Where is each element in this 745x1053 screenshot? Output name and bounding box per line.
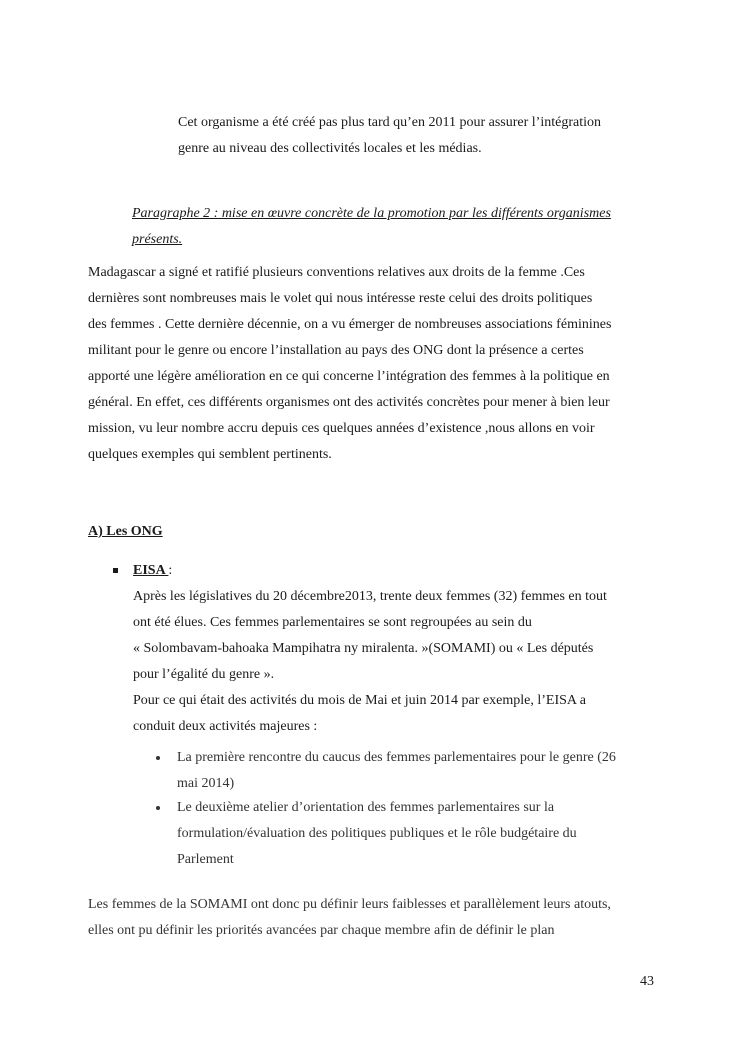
page-number: 43 bbox=[640, 974, 654, 989]
section-title: A) Les ONG bbox=[88, 524, 163, 539]
eisa-name: EISA bbox=[133, 563, 169, 578]
eisa-line: « Solombavam-bahoaka Mampihatra ny miralenta. »(SOMAMI) ou « Les députés bbox=[133, 641, 594, 656]
activity-line: Parlement bbox=[177, 852, 234, 867]
paragraph-title: présents. bbox=[132, 232, 183, 247]
body-line: quelques exemples qui semblent pertinents. bbox=[88, 447, 332, 462]
eisa-line: Après les législatives du 20 décembre2013, trente deux femmes (32) femmes en tout bbox=[133, 589, 607, 604]
body-line: dernières sont nombreuses mais le volet qui nous intéresse reste celui des droits politiques bbox=[88, 291, 593, 306]
activity-line: formulation/évaluation des politiques publiques et le rôle budgétaire du bbox=[177, 826, 577, 841]
paragraph-title: Paragraphe 2 : mise en œuvre concrète de la promotion par les différents organismes bbox=[132, 206, 611, 221]
eisa-colon: : bbox=[168, 563, 173, 578]
square-bullet-icon bbox=[113, 568, 118, 573]
closing-line: elles ont pu définir les priorités avancées par chaque membre afin de définir le plan bbox=[88, 923, 555, 938]
eisa-line: pour l’égalité du genre ». bbox=[133, 667, 275, 682]
body-line: militant pour le genre ou encore l’installation au pays des ONG dont la présence a certes bbox=[88, 343, 584, 358]
activity-line: mai 2014) bbox=[177, 776, 235, 791]
dot-bullet-icon bbox=[156, 756, 160, 760]
body-line: des femmes . Cette dernière décennie, on a vu émerger de nombreuses associations féminines bbox=[88, 317, 612, 332]
eisa-line: ont été élues. Ces femmes parlementaires se sont regroupées au sein du bbox=[133, 615, 532, 630]
activity-line: La première rencontre du caucus des femmes parlementaires pour le genre (26 bbox=[177, 750, 616, 765]
eisa-line: conduit deux activités majeures : bbox=[133, 719, 318, 734]
body-line: général. En effet, ces différents organismes ont des activités concrètes pour mener à bien leur bbox=[88, 395, 610, 410]
eisa-heading bbox=[133, 562, 172, 579]
body-line: mission, vu leur nombre accru depuis ces quelques années d’existence ,nous allons en voir bbox=[88, 421, 595, 436]
eisa-line: Pour ce qui était des activités du mois de Mai et juin 2014 par exemple, l’EISA a bbox=[133, 693, 586, 708]
intro-line: genre au niveau des collectivités locales et les médias. bbox=[178, 141, 482, 156]
closing-line: Les femmes de la SOMAMI ont donc pu définir leurs faiblesses et parallèlement leurs atouts, bbox=[88, 897, 611, 912]
activity-line: Le deuxième atelier d’orientation des femmes parlementaires sur la bbox=[177, 800, 555, 815]
intro-line: Cet organisme a été créé pas plus tard qu’en 2011 pour assurer l’intégration bbox=[178, 115, 601, 130]
body-line: Madagascar a signé et ratifié plusieurs conventions relatives aux droits de la femme .Ces bbox=[88, 265, 585, 280]
dot-bullet-icon bbox=[156, 806, 160, 810]
body-line: apporté une légère amélioration en ce qui concerne l’intégration des femmes à la politique en bbox=[88, 369, 610, 384]
